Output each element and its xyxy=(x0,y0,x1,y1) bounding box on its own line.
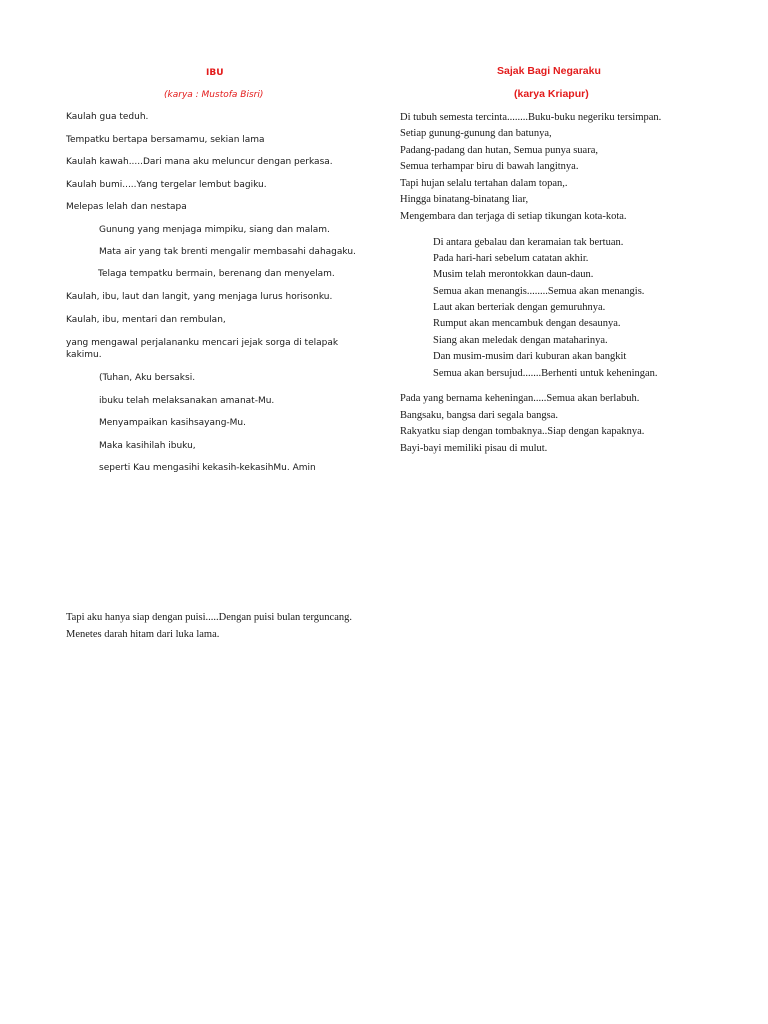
poem-line: Di tubuh semesta tercinta........Buku-buku negeriku tersimpan. xyxy=(400,112,662,123)
poem-line: Maka kasihilah ibuku, xyxy=(99,441,196,451)
poem-line: Bayi-bayi memiliki pisau di mulut. xyxy=(400,443,548,454)
poem-line: Hingga binatang-binatang liar, xyxy=(400,194,529,205)
poem-line: Pada yang bernama keheningan.....Semua akan berlabuh. xyxy=(400,393,640,404)
poem-line: Pada hari-hari sebelum catatan akhir. xyxy=(433,253,589,264)
poem-line: Siang akan meledak dengan mataharinya. xyxy=(433,335,608,346)
poem-line: Tempatku bertapa bersamamu, sekian lama xyxy=(66,135,265,145)
poem-title: Sajak Bagi Negaraku xyxy=(497,65,601,77)
poem-line: Laut akan berteriak dengan gemuruhnya. xyxy=(433,302,606,313)
poem-author: (karya Kriapur) xyxy=(514,88,589,100)
poem-line: Semua akan bersujud.......Berhenti untuk keheningan. xyxy=(433,368,658,379)
poem-line: Gunung yang menjaga mimpiku, siang dan malam. xyxy=(99,225,330,235)
poem-title: IBU xyxy=(206,68,224,78)
poem-line: yang mengawal perjalananku mencari jejak sorga di telapak kakimu. xyxy=(66,338,339,360)
poem-line: Kaulah bumi.....Yang tergelar lembut bagiku. xyxy=(66,180,267,190)
poem-line: Mengembara dan terjaga di setiap tikungan kota-kota. xyxy=(400,211,627,222)
poem-line: Tapi hujan selalu tertahan dalam topan,. xyxy=(400,178,568,189)
poem-line: Kaulah kawah.....Dari mana aku meluncur dengan perkasa. xyxy=(66,157,333,167)
poem-line: Tapi aku hanya siap dengan puisi.....Dengan puisi bulan terguncang. xyxy=(66,612,353,623)
poem-line: Mata air yang tak brenti mengalir membasahi dahagaku. xyxy=(99,247,356,257)
poem-author: (karya : Mustofa Bisri) xyxy=(164,90,264,100)
poem-line: Menetes darah hitam dari luka lama. xyxy=(66,629,220,640)
poem-line: Melepas lelah dan nestapa xyxy=(66,202,187,212)
poem-line: Telaga tempatku bermain, berenang dan menyelam. xyxy=(98,269,335,279)
poem-line: Semua akan menangis........Semua akan menangis. xyxy=(433,286,645,297)
poem-line: Rakyatku siap dengan tombaknya..Siap dengan kapaknya. xyxy=(400,426,645,437)
poem-line: Kaulah, ibu, mentari dan rembulan, xyxy=(66,315,226,325)
poem-line: ibuku telah melaksanakan amanat-Mu. xyxy=(99,396,275,406)
poem-line: Bangsaku, bangsa dari segala bangsa. xyxy=(400,410,559,421)
poem-line: Setiap gunung-gunung dan batunya, xyxy=(400,128,552,139)
poem-line: Padang-padang dan hutan, Semua punya suara, xyxy=(400,145,598,156)
poem-line: Rumput akan mencambuk dengan desaunya. xyxy=(433,318,621,329)
poem-line: Kaulah gua teduh. xyxy=(66,112,149,122)
poem-line: Di antara gebalau dan keramaian tak bertuan. xyxy=(433,237,624,248)
poem-line: seperti Kau mengasihi kekasih-kekasihMu. Amin xyxy=(99,463,316,473)
poem-line: Musim telah merontokkan daun-daun. xyxy=(433,269,594,280)
poem-line: Kaulah, ibu, laut dan langit, yang menjaga lurus horisonku. xyxy=(66,292,333,302)
poem-line: (Tuhan, Aku bersaksi. xyxy=(99,373,196,383)
poem-line: Menyampaikan kasihsayang-Mu. xyxy=(99,418,246,428)
poem-line: Dan musim-musim dari kuburan akan bangkit xyxy=(433,351,627,362)
poem-line: Semua terhampar biru di bawah langitnya. xyxy=(400,161,579,172)
